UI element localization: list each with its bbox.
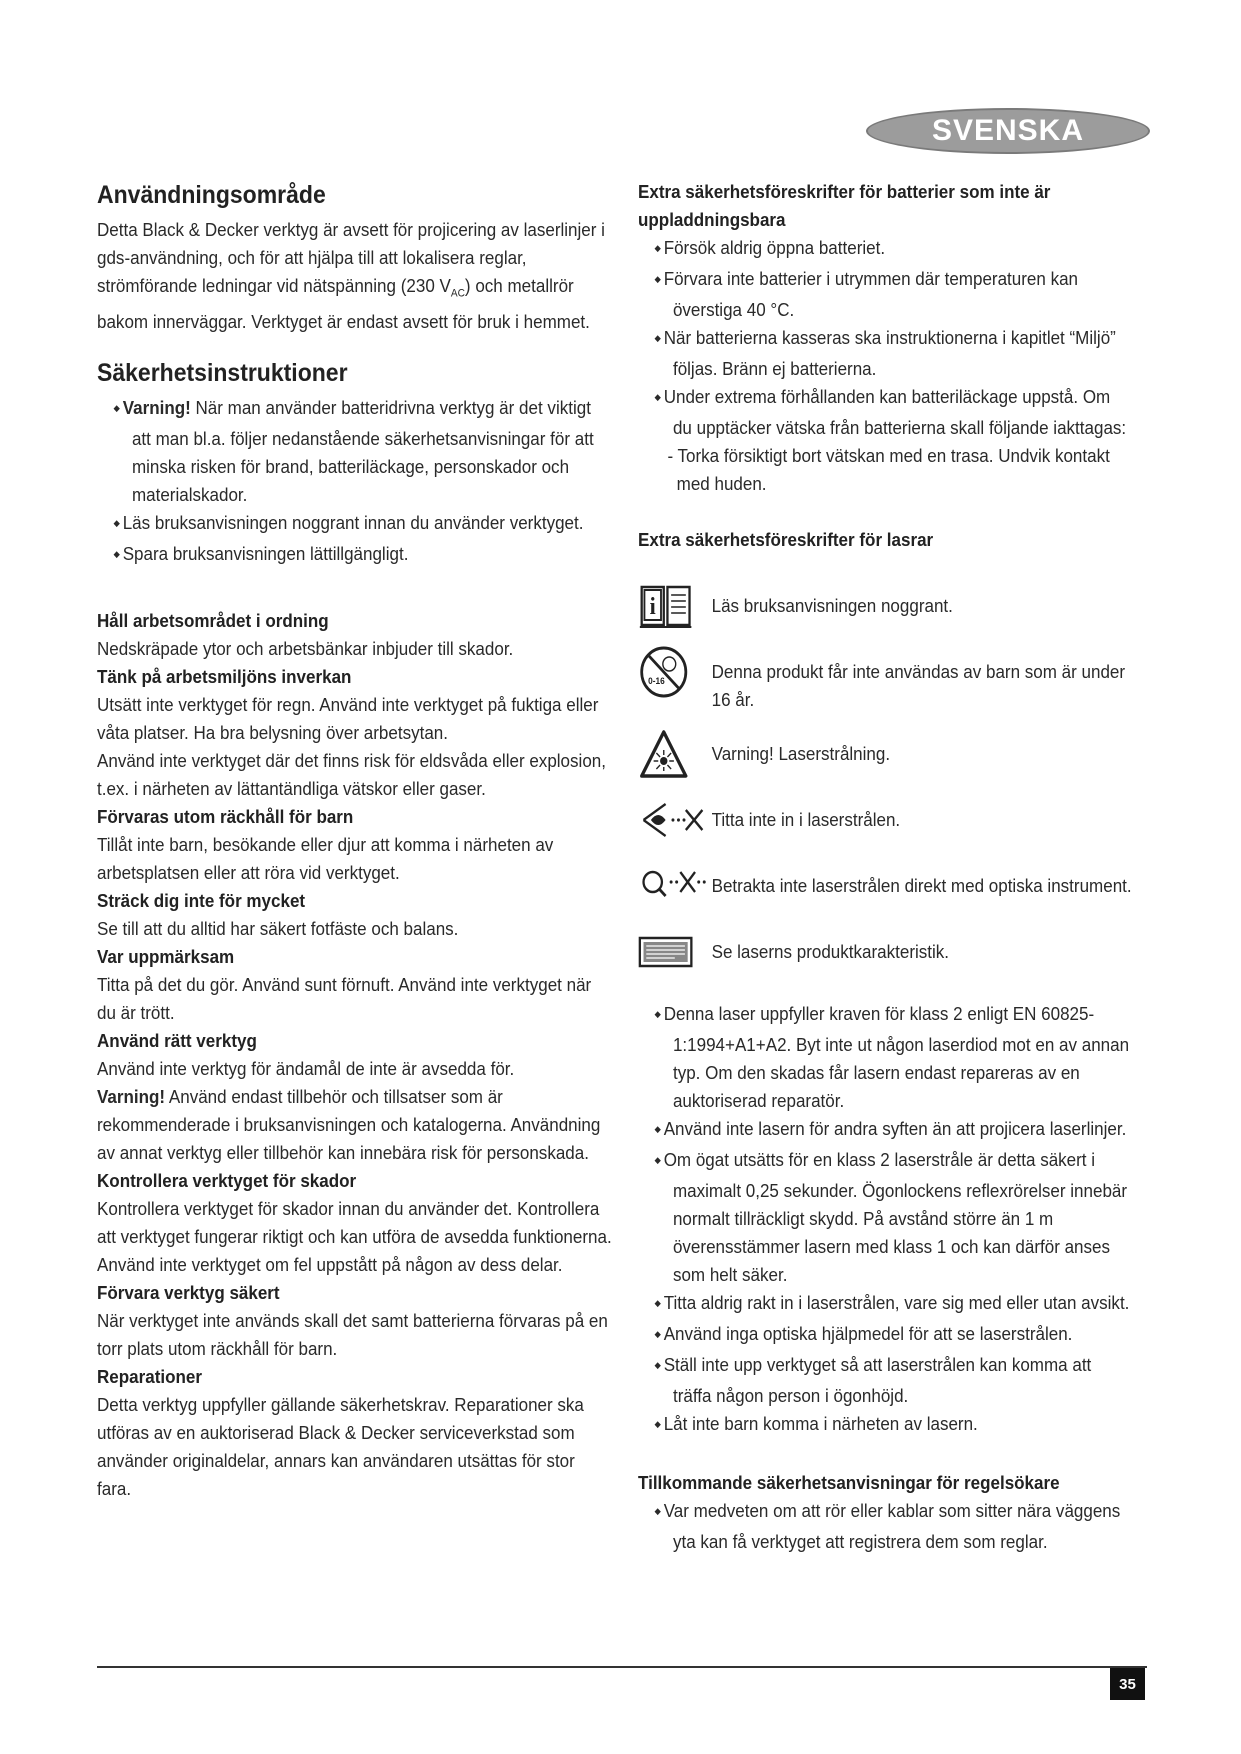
safety-title: Säkerhetsinstruktioner (97, 358, 348, 387)
no-children-icon (638, 646, 712, 698)
section-heading: Håll arbetsområdet i ordning (97, 609, 329, 631)
label-icon (638, 926, 712, 978)
section-heading: Tänk på arbetsmiljöns inverkan (97, 665, 352, 687)
stud-bullet: ◆ Var medveten om att rör eller kablar som sitter nära väggens yta kan få verktyget att registrera dem som reglar. (638, 1497, 1132, 1556)
footer-rule (97, 1666, 1147, 1668)
language-tab: SVENSKA (866, 108, 1150, 154)
laser-bullet: ◆ Ställ inte upp verktyget så att laserstrålen kan komma att träffa någon person i ögonhöjd. (638, 1351, 1132, 1410)
page-number: 35 (1110, 1668, 1145, 1700)
symbol-text: Läs bruksanvisningen noggrant. (711, 595, 953, 616)
battery-bullet: ◆ Försök aldrig öppna batteriet. (638, 234, 1132, 265)
laser-title: Extra säkerhetsföreskrifter för lasrar (638, 529, 934, 550)
battery-sub-item: - Torka försiktigt bort vätskan med en trasa. Undvik kontakt med huden. (667, 445, 1110, 494)
stud-title: Tillkommande säkerhetsanvisningar för regelsökare (638, 1472, 1060, 1493)
laser-bullet: ◆ Låt inte barn komma i närheten av lasern. (638, 1410, 1132, 1441)
section-heading: Var uppmärksam (97, 945, 235, 967)
left-column (97, 178, 612, 1503)
manual-icon (638, 580, 712, 632)
symbol-row (638, 646, 1132, 714)
section-text: Använd inte verktyget där det finns risk för eldsvåda eller explosion, t.ex. i närheten av lättantändliga vätskor eller gaser. (97, 749, 606, 799)
section-text: Använd inte verktyg för ändamål de inte är avsedda för. (97, 1057, 515, 1079)
symbol-text: Denna produkt får inte användas av barn som är under 16 år. (711, 661, 1126, 710)
battery-title: Extra säkerhetsföreskrifter för batterier som inte är uppladdningsbara (638, 181, 1051, 230)
section-text: Varning! Använd endast tillbehör och tillsatser som är rekommenderade i bruksanvisningen och katalogerna. Användning av annat verktyg eller tillbehör kan innebära risk för personskada. (97, 1085, 601, 1163)
section-heading: Reparationer (97, 1365, 202, 1387)
symbol-row (638, 728, 1132, 780)
battery-bullet: ◆ Förvara inte batterier i utrymmen där temperaturen kan överstiga 40 °C. (638, 265, 1132, 324)
section-heading: Förvaras utom räckhåll för barn (97, 805, 354, 827)
symbol-row (638, 860, 1132, 912)
section-text: Se till att du alltid har säkert fotfäste och balans. (97, 917, 459, 939)
section-heading: Kontrollera verktyget för skador (97, 1169, 357, 1191)
symbol-text: Varning! Laserstrålning. (711, 743, 891, 764)
laser-bullet: ◆ Använd inte lasern för andra syften än att projicera laserlinjer. (638, 1115, 1132, 1146)
laser-bullet: ◆ Denna laser uppfyller kraven för klass 2 enligt EN 60825-1:1994+A1+A2. Byt inte ut någon laserdiod mot en av annan typ. Om den skadas får lasern endast repareras av en auktoriserad reparatör. (638, 1000, 1132, 1115)
section-text: När verktyget inte används skall det samt batterierna förvaras på en torr plats utom räckhåll för barn. (97, 1309, 608, 1359)
battery-bullet: ◆ Under extrema förhållanden kan batteriläckage uppstå. Om du upptäcker vätska från batterierna skall följande iakttagas: (638, 383, 1132, 442)
symbol-row (638, 580, 1132, 632)
laser-bullet: ◆ Titta aldrig rakt in i laserstrålen, vare sig med eller utan avsikt. (638, 1289, 1132, 1320)
laser-bullet: ◆ Om ögat utsätts för en klass 2 laserstråle är detta säkert i maximalt 0,25 sekunder. Ögonlockens reflexrörelser innebär normalt tillräckligt skydd. På avstånd större än 1 m överensstämmer lasern med klass 1 och kan därför anses som helt säker. (638, 1146, 1132, 1289)
safety-bullet: ◆ Varning! När man använder batteridrivna verktyg är det viktigt att man bl.a. följer nedanstående säkerhetsanvisningar för att minska risken för brand, batteriläckage, personskador och materialskador. (97, 394, 612, 509)
usage-title: Användningsområde (97, 181, 326, 209)
section-text: Nedskräpade ytor och arbetsbänkar inbjuder till skador. (97, 637, 514, 659)
battery-bullet: ◆ När batterierna kasseras ska instruktionerna i kapitlet “Miljö” följas. Bränn ej batterierna. (638, 324, 1132, 383)
no-optics-icon (638, 860, 712, 912)
svg-text:i: i (649, 592, 656, 620)
section-heading: Förvara verktyg säkert (97, 1281, 280, 1303)
no-eye-icon (638, 794, 712, 846)
symbol-row (638, 794, 1132, 846)
svg-text:0-16: 0-16 (648, 675, 665, 687)
laser-bullet: ◆ Använd inga optiska hjälpmedel för att se laserstrålen. (638, 1320, 1132, 1351)
safety-bullet: ◆ Spara bruksanvisningen lättillgängligt. (97, 540, 612, 571)
symbol-row (638, 926, 1132, 978)
symbol-text: Titta inte in i laserstrålen. (711, 809, 901, 830)
section-text: Detta verktyg uppfyller gällande säkerhetskrav. Reparationer ska utföras av en auktoriserad Black & Decker serviceverkstad som använder originaldelar, annars kan användaren utsättas för stor fara. (97, 1393, 584, 1499)
section-text: Kontrollera verktyget för skador innan du använder det. Kontrollera att verktyget fungerar riktigt och kan utföra de avsedda funktionerna. Använd inte verktyget om fel uppstått på någon av dess delar. (97, 1197, 612, 1275)
laser-warning-icon (638, 728, 712, 780)
section-heading: Sträck dig inte för mycket (97, 889, 306, 911)
symbol-text: Se laserns produktkarakteristik. (711, 941, 950, 962)
section-text: Utsätt inte verktyget för regn. Använd inte verktyget på fuktiga eller våta platser. Ha bra belysning över arbetsytan. (97, 693, 599, 743)
safety-bullet: ◆ Läs bruksanvisningen noggrant innan du använder verktyget. (97, 509, 612, 540)
section-heading: Använd rätt verktyg (97, 1029, 257, 1051)
section-text: Tillåt inte barn, besökande eller djur att komma i närheten av arbetsplatsen eller att röra vid verktyget. (97, 833, 554, 883)
symbol-text: Betrakta inte laserstrålen direkt med optiska instrument. (711, 875, 1132, 896)
right-column (638, 178, 1132, 1556)
usage-text: Detta Black & Decker verktyg är avsett för projicering av laserlinjer i gds-användning, och för att hjälpa till att lokalisera reglar, strömförande ledningar vid nätspänning (230 $V_{AC}$) och metallrör bakom innerväggar. Verktyget är endast avsett för bruk i hemmet. (97, 219, 605, 332)
section-text: Titta på det du gör. Använd sunt förnuft. Använd inte verktyget när du är trött. (97, 973, 592, 1023)
